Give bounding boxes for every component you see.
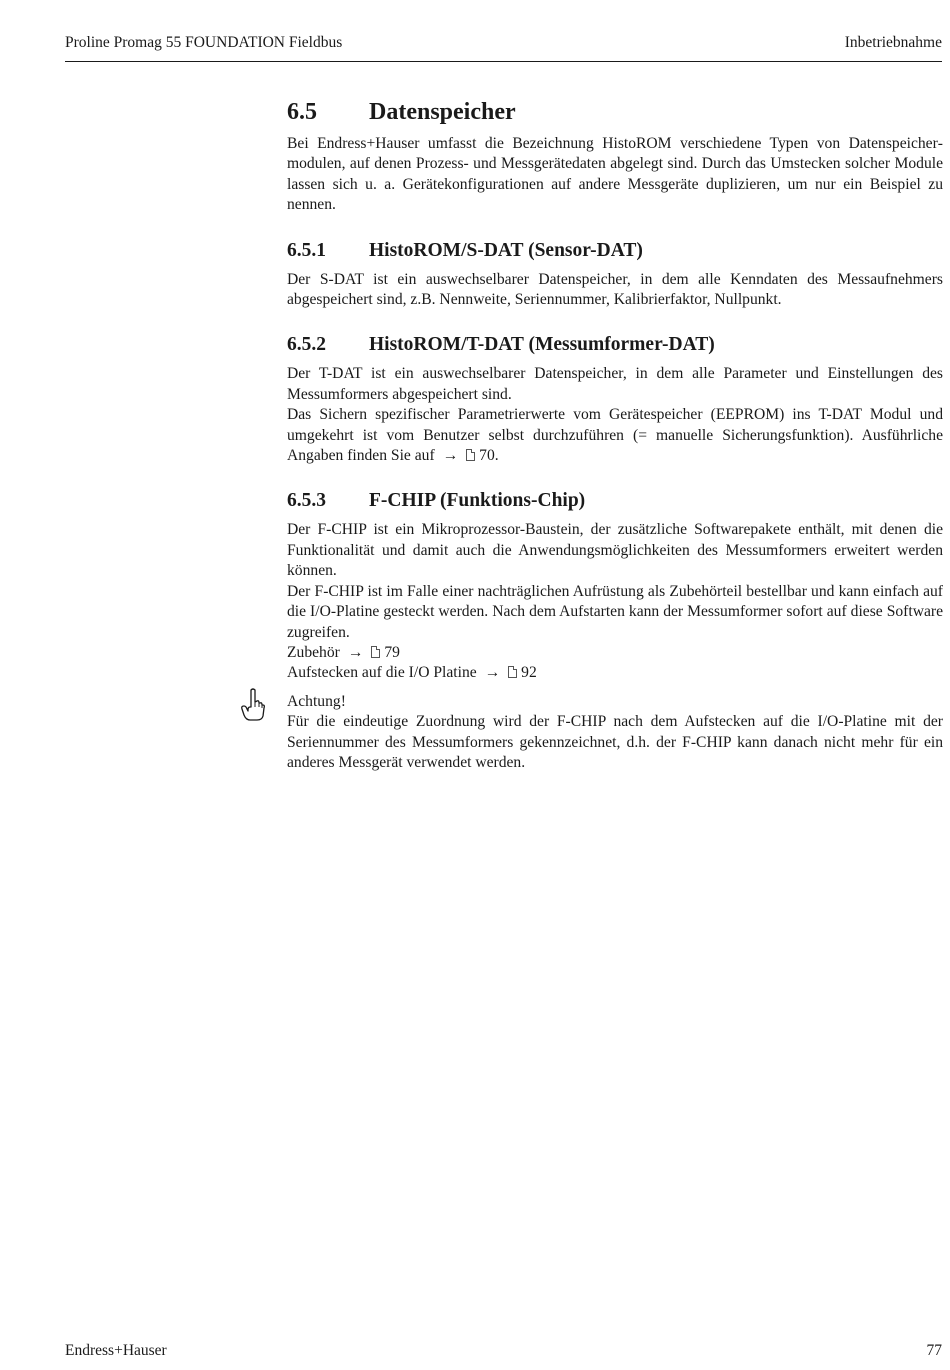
section-f-chip xyxy=(287,488,943,773)
section-number: 6.5 xyxy=(287,99,317,125)
subsection-paragraph xyxy=(287,405,943,466)
arrow-right-icon: → xyxy=(347,643,364,661)
page-reference-link[interactable]: 92 xyxy=(521,664,537,682)
section-paragraph: Bei Endress+Hauser umfasst die Bezeichnung HistoROM verschiedene Typen von Datenspeichermodulen, auf denen Prozess- und Messgerätedaten abgelegt sind. Durch das Umstecken solcher Module lassen sich u. a. Gerätekonfigurationen auf andere Messgeräte duplizieren, um nur ein Beispiel zu nennen. xyxy=(287,135,943,214)
page-reference-icon xyxy=(371,646,380,658)
reference-label: Aufstecken auf die I/O Platine xyxy=(287,664,477,682)
page-reference-icon xyxy=(508,666,517,678)
caution-heading: Achtung! xyxy=(287,692,346,710)
section-datenspeicher xyxy=(287,96,943,216)
subsection-number: 6.5.1 xyxy=(287,239,326,261)
footer-company: Endress+Hauser xyxy=(65,1342,167,1359)
subsection-paragraph: Der F-CHIP ist ein Mikroprozessor-Baustein, der zusätzliche Softwarepakete enthält, mit denen die Funktionalität und damit auch die Anwendungsmöglichkeiten des Messumformers erweitert werden können. xyxy=(287,521,943,580)
footer-page-number: 77 xyxy=(926,1342,942,1359)
section-heading xyxy=(287,96,943,128)
subsection-paragraph: Der S-DAT ist ein auswechselbarer Datenspeicher, in dem alle Kenndaten des Messaufnehmers abgespeichert sind, z.B. Nennweite, Seriennummer, Kalibrierfaktor, Nullpunkt. xyxy=(287,270,943,309)
header-chapter-title: Inbetriebnahme xyxy=(844,34,942,51)
header-document-title: Proline Promag 55 FOUNDATION Fieldbus xyxy=(65,34,343,51)
subsection-title: F-CHIP (Funktions-Chip) xyxy=(369,490,586,512)
page-header xyxy=(65,32,942,62)
section-s-dat xyxy=(287,238,943,311)
paragraph-text: Das Sichern spezifischer Parametrierwerte vom Gerätespeicher (EEPROM) ins T-DAT Modul und umgekehrt ist vom Benutzer selbst durchzuführen (= manuelle Sicherungsfunktion). Ausführliche Angaben finden Sie auf xyxy=(287,406,943,465)
subsection-paragraph: Der T-DAT ist ein auswechselbarer Datenspeicher, in dem alle Parameter und Einstellungen des Messumformers abgespeichert sind. xyxy=(287,365,943,403)
subsection-paragraph: Der F-CHIP ist im Falle einer nachträglichen Aufrüstung als Zubehörteil bestellbar und kann einfach auf die I/O-Platine gesteckt werden. Nach dem Aufstarten kann der Messumformer sofort auf diese Software zugreifen. xyxy=(287,582,943,641)
main-content xyxy=(287,96,943,795)
reference-line-zubehoer xyxy=(287,643,943,663)
caution-text: Für die eindeutige Zuordnung wird der F-CHIP nach dem Aufstecken auf die I/O-Platine mit der Seriennummer des Messumformers gekennzeichnet, d.h. der F-CHIP kann danach nicht mehr für ein anderes Messgerät verwendet werden. xyxy=(287,713,943,771)
subsection-title: HistoROM/T-DAT (Messumformer-DAT) xyxy=(369,334,715,356)
subsection-heading xyxy=(287,488,943,514)
subsection-number: 6.5.3 xyxy=(287,490,326,512)
caution-note xyxy=(287,692,943,774)
pointing-hand-icon xyxy=(241,688,265,722)
reference-line-aufstecken xyxy=(287,663,943,683)
subsection-heading xyxy=(287,332,943,358)
subsection-title: HistoROM/S-DAT (Sensor-DAT) xyxy=(369,239,643,261)
page-reference-link[interactable]: 70. xyxy=(479,447,499,465)
section-title: Datenspeicher xyxy=(369,99,516,125)
arrow-right-icon: → xyxy=(484,664,501,682)
arrow-right-icon: → xyxy=(442,447,459,465)
subsection-number: 6.5.2 xyxy=(287,334,326,356)
page-reference-link[interactable]: 79 xyxy=(384,643,400,661)
reference-label: Zubehör xyxy=(287,643,340,661)
page-reference-icon xyxy=(466,449,475,461)
subsection-heading xyxy=(287,238,943,264)
section-t-dat xyxy=(287,332,943,466)
